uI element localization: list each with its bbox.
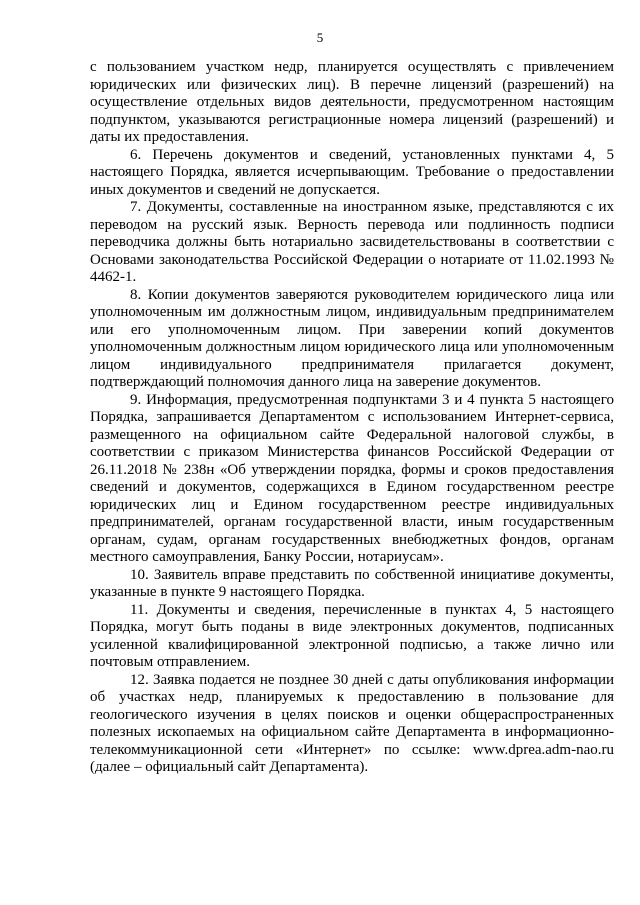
paragraph-item-11: 11. Документы и сведения, перечисленные в пунктах 4, 5 настоящего Порядка, могут быть поданы в виде электронных документов, подписанных усиленной квалифицированной электронной подписью, а также лично или почтовым отправлением. bbox=[90, 601, 614, 670]
page-number: 5 bbox=[316, 30, 324, 45]
paragraph-item-7: 7. Документы, составленные на иностранном языке, представляются с их переводом на русский язык. Верность перевода или подлинность подписи переводчика должны быть нотариально засвидетельствованы в соответствии с Основами законодательства Российской Федерации о нотариате от 11.02.1993 № 4462-1. bbox=[90, 199, 614, 285]
paragraph-item-10: 10. Заявитель вправе представить по собственной инициативе документы, указанные в пункте 9 настоящего Порядка. bbox=[90, 566, 614, 600]
document-body bbox=[90, 59, 614, 777]
paragraph-continuation: с пользованием участком недр, планируется осуществлять с привлечением юридических или физических лиц). В перечне лицензий (разрешений) на осуществление отдельных видов деятельности, предусмотренном настоящим подпунктом, указываются регистрационные номера лицензий (разрешений) и даты их предоставления. bbox=[90, 59, 614, 145]
paragraph-item-12: 12. Заявка подается не позднее 30 дней с даты опубликования информации об участках недр, планируемых к предоставлению в пользование для геологического изучения в целях поисков и оценки общераспространенных полезных ископаемых на официальном сайте Департамента в информационно-телекоммуникационной сети «Интернет» по ссылке: www.dprea.adm-nao.ru (далее – официальный сайт Департамента). bbox=[90, 671, 614, 775]
paragraph-item-8: 8. Копии документов заверяются руководителем юридического лица или уполномоченным им должностным лицом, индивидуальным предпринимателем или его уполномоченным лицом. При заверении копий документов уполномоченным должностным лицом юридического лица или уполномоченным лицом индивидуального предпринимателя прилагается документ, подтверждающий полномочия данного лица на заверение документов. bbox=[90, 286, 614, 390]
paragraph-item-6: 6. Перечень документов и сведений, установленных пунктами 4, 5 настоящего Порядка, является исчерпывающим. Требование о предоставлении иных документов и сведений не допускается. bbox=[90, 146, 614, 198]
paragraph-item-9: 9. Информация, предусмотренная подпунктами 3 и 4 пункта 5 настоящего Порядка, запрашивается Департаментом с использованием Интернет-сервиса, размещенного на официальном сайте Федеральной налоговой службы, в соответствии с приказом Министерства финансов Российской Федерации от 26.11.2018 № 238н «Об утверждении порядка, формы и сроков предоставления сведений и документов, содержащихся в Едином государственном реестре юридических лиц и Едином государственном реестре индивидуальных предпринимателей, органам государственной власти, иным государственным органам, судам, органам государственных внебюджетных фондов, органам местного самоуправления, Банку России, нотариусам». bbox=[90, 391, 614, 565]
